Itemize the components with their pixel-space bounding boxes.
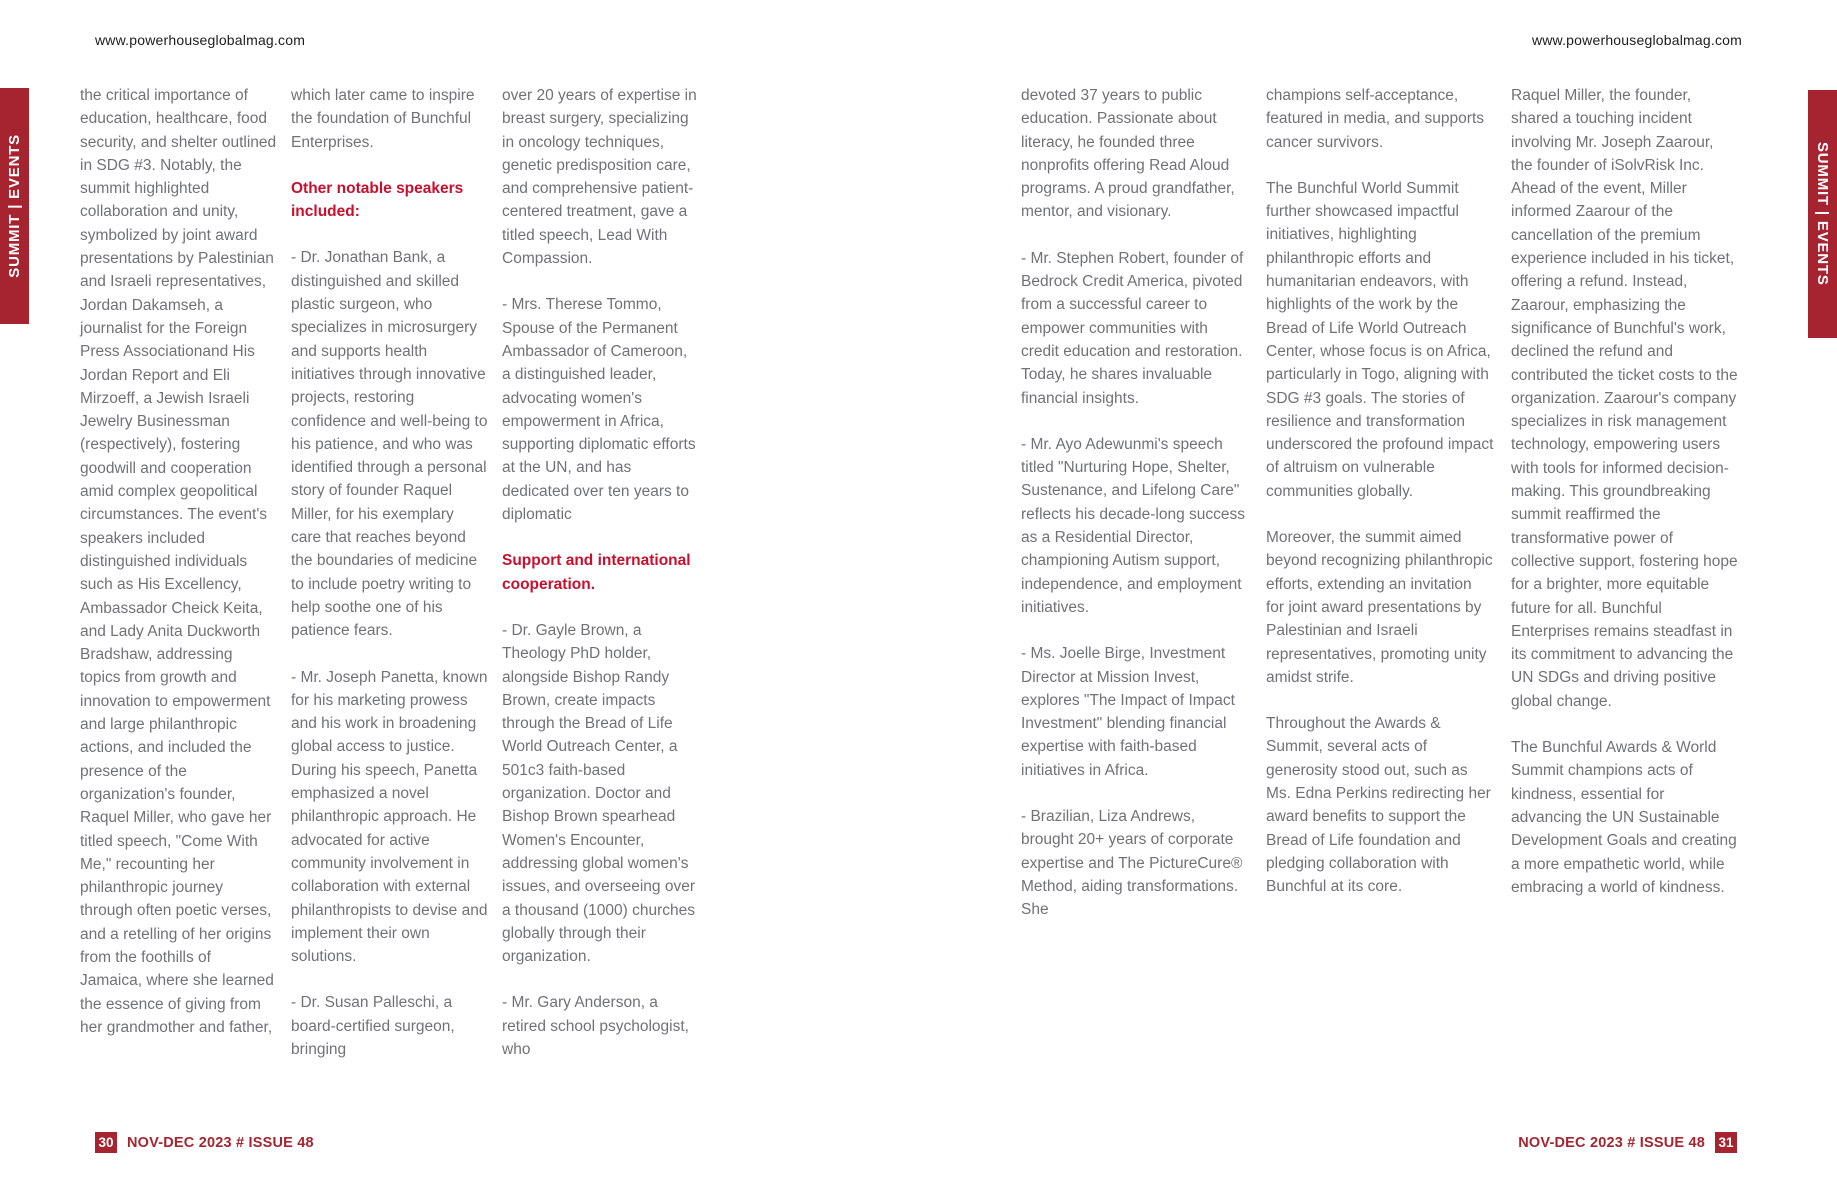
right-section-tab: [1808, 90, 1837, 338]
body-paragraph: - Dr. Susan Palleschi, a board-certified surgeon, bringing: [291, 994, 455, 1058]
body-paragraph: - Ms. Joelle Birge, Investment Director at Mission Invest, explores "The Impact of Impact Investment" blending financial expertise with faith-based initiatives in Africa.: [1021, 645, 1235, 779]
body-paragraph: The Bunchful World Summit further showcased impactful initiatives, highlighting philanthropic efforts and humanitarian endeavors, with highlights of the work by the Bread of Life World Outreach Center, whose focus is on Africa, particularly in Togo, aligning with SDG #3 goals. The stories of resilience and transformation underscored the profound impact of altruism on vulnerable communities globally.: [1266, 179, 1494, 500]
right-page-footer: [1518, 1132, 1737, 1153]
body-paragraph: - Mr. Stephen Robert, founder of Bedrock Credit America, pivoted from a successful career to empower communities with credit education and restoration. Today, he shares invaluable financial insights.: [1021, 249, 1244, 407]
section-heading: Other notable speakers included:: [291, 179, 464, 221]
body-paragraph: - Dr. Jonathan Bank, a distinguished and skilled plastic surgeon, who specializes in microsurgery and supports health initiatives through innovative projects, restoring confidence and well-being to his patience, and who was identified through a personal story of founder Raquel Miller, for his exemplary care that reaches beyond the boundaries of medicine to include poetry writing to help soothe one of his patience fears.: [291, 249, 488, 640]
left-page-header-url: www.powerhouseglobalmag.com: [95, 32, 306, 48]
left-page-footer: [95, 1132, 314, 1153]
body-paragraph: champions self-acceptance, featured in media, and supports cancer survivors.: [1266, 87, 1484, 151]
body-paragraph: the critical importance of education, healthcare, food security, and shelter outlined in SDG #3. Notably, the summit highlighted collaboration and unity, symbolized by joint award presentations by Palestinian and Israeli representatives, Jordan Dakamseh, a journalist for the Foreign Press Associationand His Jordan Report and Eli Mirzoeff, a Jewish Israeli Jewelry Businessman (respectively), fostering goodwill and cooperation amid complex geopolitical circumstances. The event's speakers included distinguished individuals such as His Excellency, Ambassador Cheick Keita, and Lady Anita Duckworth Bradshaw, addressing topics from growth and innovation to empowerment and large philanthropic actions, and included the presence of the organization's founder, Raquel Miller, who gave her titled speech, "Come With Me," recounting her philanthropic journey through often poetic verses, and a retelling of her origins from the foothills of Jamaica, where she learned the essence of giving from her grandmother and father,: [80, 87, 277, 1036]
right-page-column-1: [1021, 84, 1249, 945]
left-page-number-badge: 30: [95, 1132, 117, 1153]
body-paragraph: which later came to inspire the foundation of Bunchful Enterprises.: [291, 87, 475, 151]
body-paragraph: over 20 years of expertise in breast surgery, specializing in oncology techniques, genetic predisposition care, and comprehensive patient-centered treatment, gave a titled speech, Lead With Compassion.: [502, 87, 697, 268]
right-page-number-badge: 31: [1715, 1132, 1737, 1153]
body-paragraph: - Mr. Gary Anderson, a retired school psychologist, who: [502, 994, 689, 1058]
left-section-tab: [0, 88, 29, 324]
body-paragraph: - Mr. Joseph Panetta, known for his marketing prowess and his work in broadening global access to justice. During his speech, Panetta emphasized a novel philanthropic approach. He advocated for active community involvement in collaboration with external philanthropists to devise and implement their own solutions.: [291, 668, 488, 966]
body-paragraph: Raquel Miller, the founder, shared a touching incident involving Mr. Joseph Zaarour, the founder of iSolvRisk Inc. Ahead of the event, Miller informed Zaarour of the cancellation of the premium experience included in his ticket, offering a refund. Instead, Zaarour, emphasizing the significance of Bunchful's work, declined the refund and contributed the ticket costs to the organization. Zaarour's company specializes in risk management technology, empowering users with tools for informed decision-making. This groundbreaking summit reaffirmed the transformative power of collective support, fostering hope for a brighter, more equitable future for all. Bunchful Enterprises remains steadfast in its commitment to advancing the UN SDGs and driving positive global change.: [1511, 87, 1738, 710]
left-page-column-3: [502, 84, 699, 1084]
right-page-column-2: [1266, 84, 1494, 945]
left-page-column-1: [80, 84, 277, 1084]
left-page-column-2: [291, 84, 488, 1084]
left-page-text-columns: [80, 84, 699, 1084]
body-paragraph: Moreover, the summit aimed beyond recognizing philanthropic efforts, extending an invitation for joint award presentations by Palestinian and Israeli representatives, promoting unity amidst strife.: [1266, 529, 1493, 686]
body-paragraph: devoted 37 years to public education. Passionate about literacy, he founded three nonprofits offering Read Aloud programs. A proud grandfather, mentor, and visionary.: [1021, 87, 1235, 221]
right-section-tab-label: SUMMIT | EVENTS: [1814, 142, 1831, 286]
body-paragraph: - Brazilian, Liza Andrews, brought 20+ years of corporate expertise and The PictureCure® Method, aiding transformations. She: [1021, 808, 1243, 919]
body-paragraph: - Dr. Gayle Brown, a Theology PhD holder, alongside Bishop Randy Brown, create impacts through the Bread of Life World Outreach Center, a 501c3 faith-based organization. Doctor and Bishop Brown spearhead Women's Encounter, addressing global women's issues, and overseeing over a thousand (1000) churches globally through their organization.: [502, 621, 696, 966]
right-page-column-3: [1511, 84, 1739, 945]
right-issue-text: NOV-DEC 2023 # ISSUE 48: [1518, 1134, 1705, 1151]
left-issue-text: NOV-DEC 2023 # ISSUE 48: [127, 1134, 314, 1151]
body-paragraph: The Bunchful Awards & World Summit champions acts of kindness, essential for advancing the UN Sustainable Development Goals and creating a more empathetic world, while embracing a world of kindness.: [1511, 739, 1737, 896]
body-paragraph: - Mr. Ayo Adewunmi's speech titled "Nurturing Hope, Shelter, Sustenance, and Lifelong Care" reflects his decade-long success as a Residential Director, championing Autism support, independence, and employment initiatives.: [1021, 435, 1246, 616]
left-section-tab-label: SUMMIT | EVENTS: [6, 134, 23, 278]
right-page-header-url: www.powerhouseglobalmag.com: [1531, 32, 1742, 48]
body-paragraph: - Mrs. Therese Tommo, Spouse of the Permanent Ambassador of Cameroon, a distinguished leader, advocating women's empowerment in Africa, supporting diplomatic efforts at the UN, and has dedicated over ten years to diplomatic: [502, 296, 696, 524]
section-heading: Support and international cooperation.: [502, 552, 691, 593]
right-page-text-columns: [1021, 84, 1739, 945]
body-paragraph: Throughout the Awards & Summit, several acts of generosity stood out, such as Ms. Edna Perkins redirecting her award benefits to support the Bread of Life foundation and pledging collaboration with Bunchful at its core.: [1266, 715, 1491, 896]
